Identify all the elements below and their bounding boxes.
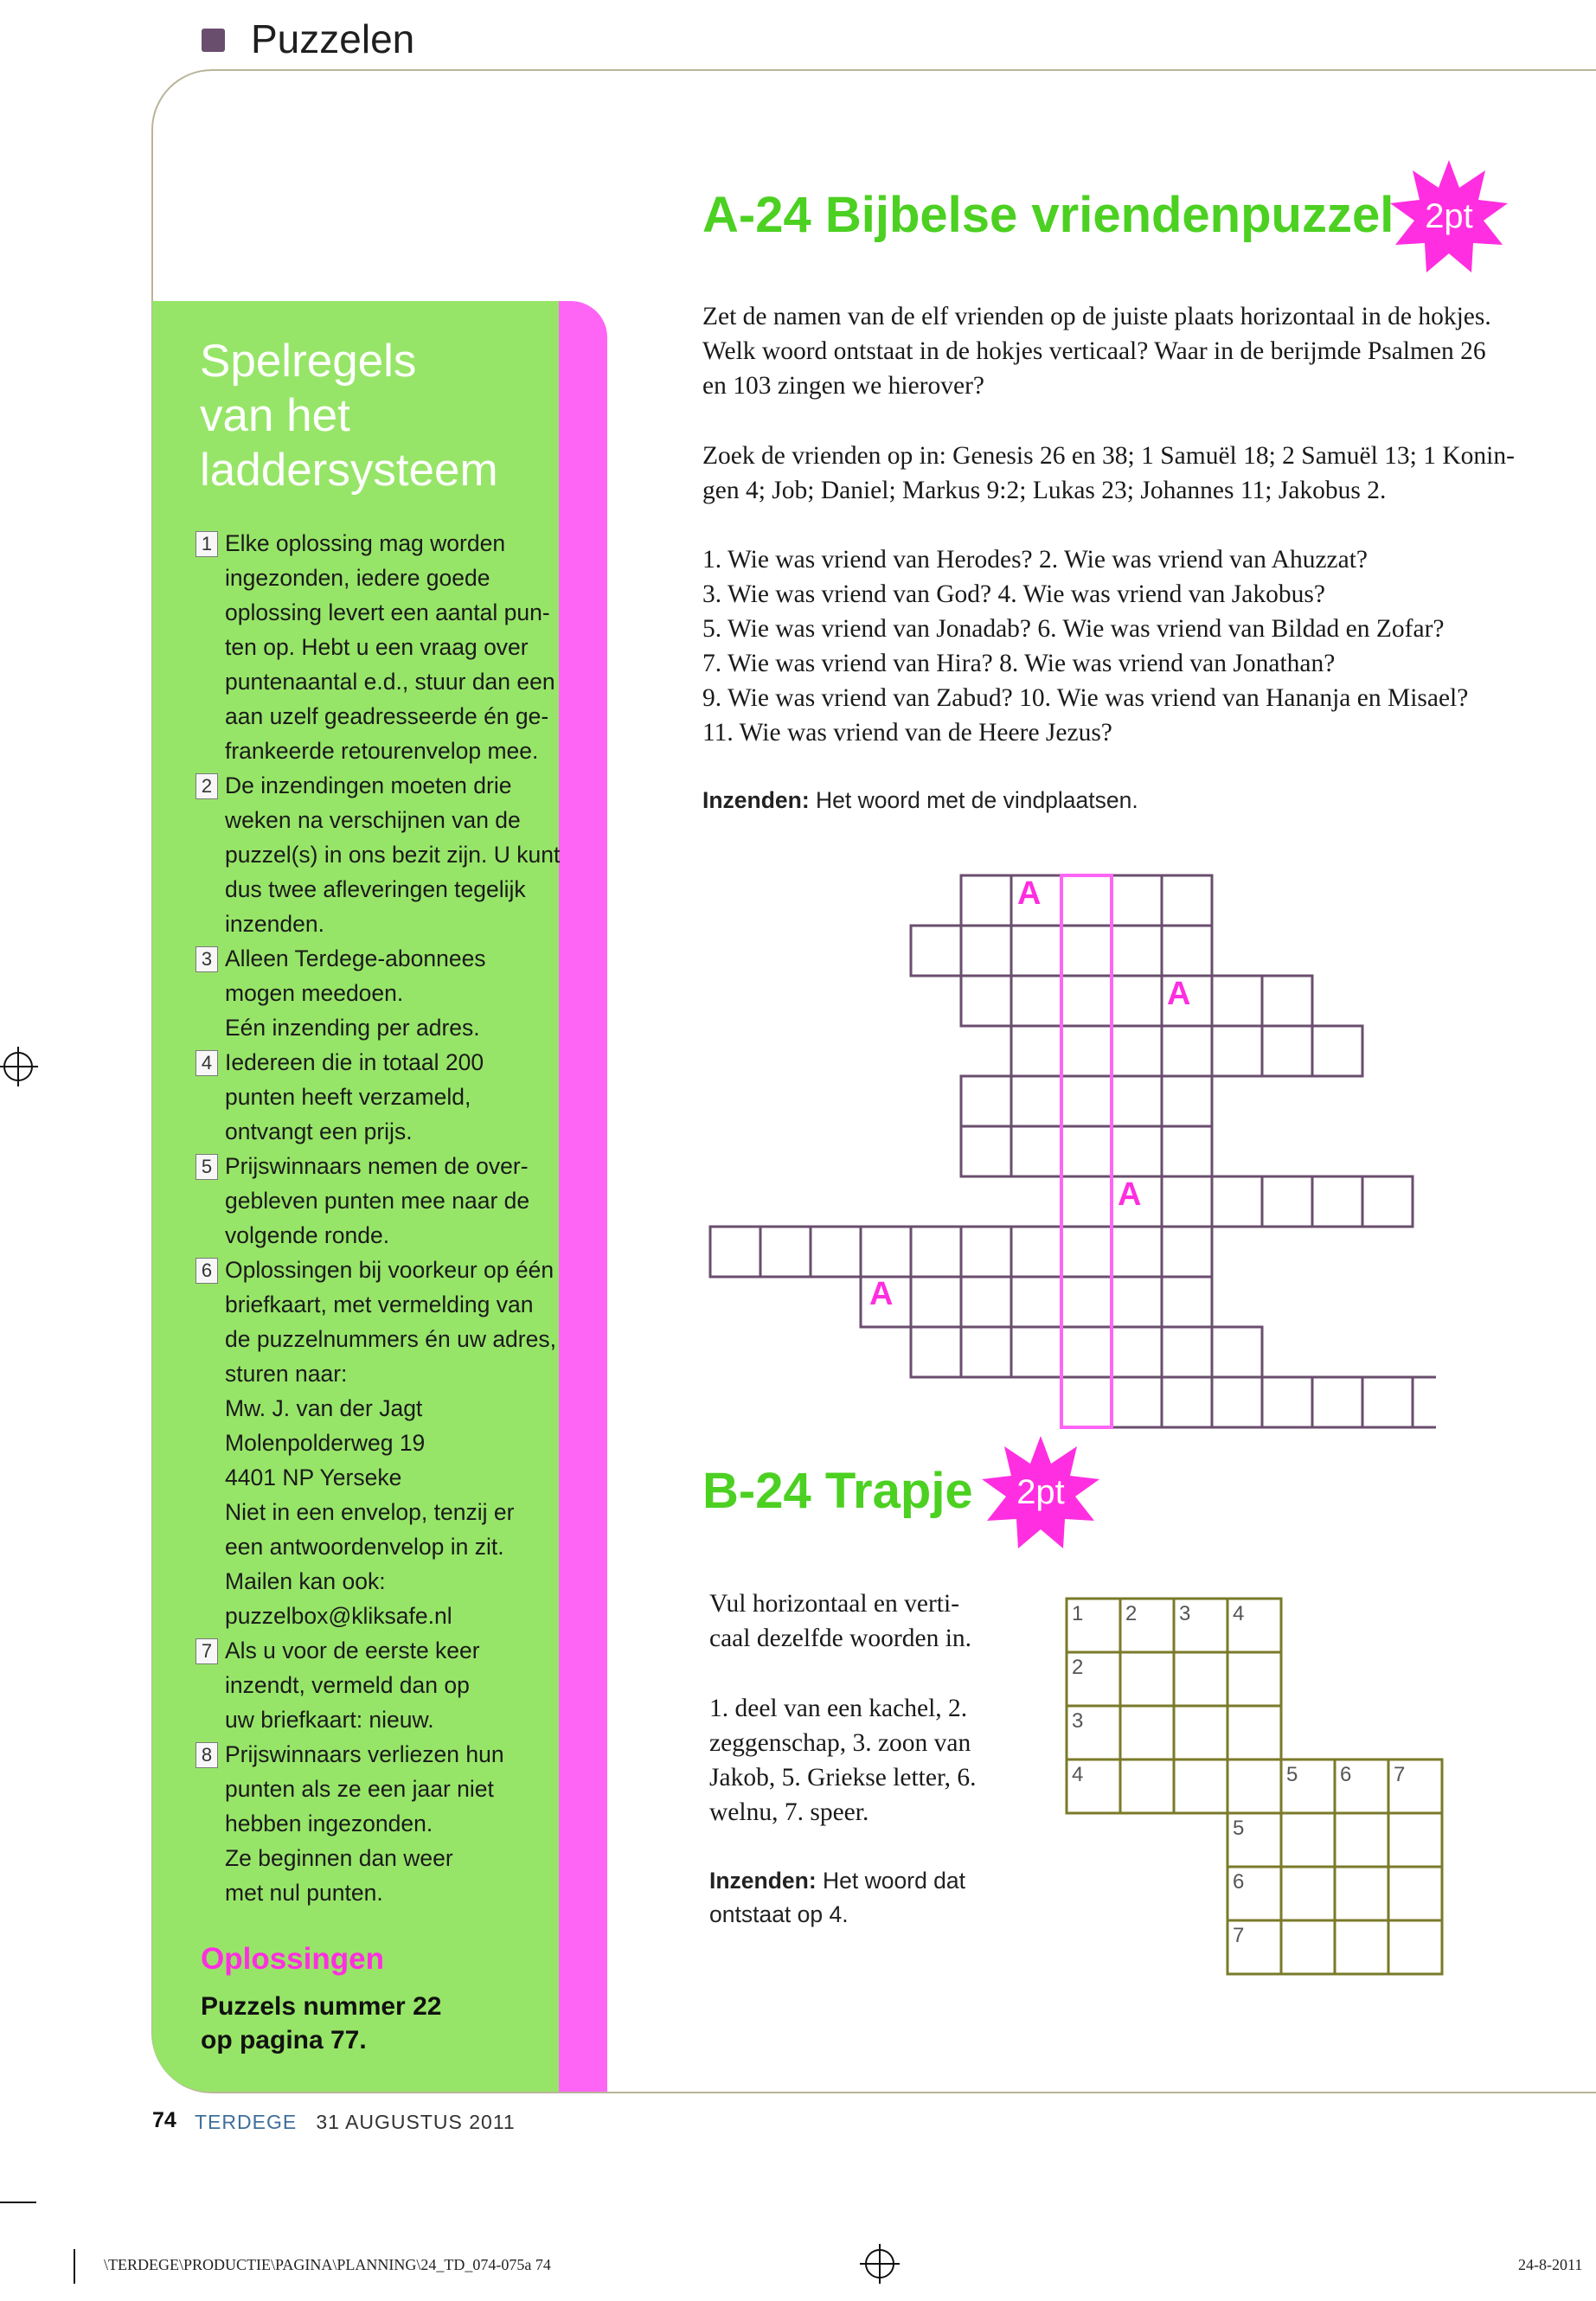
sidebar-title-line: laddersysteem bbox=[200, 445, 498, 496]
crossword-a-grid[interactable] bbox=[692, 865, 1436, 1436]
crossword-cell[interactable] bbox=[1162, 1327, 1212, 1377]
crossword-cell[interactable] bbox=[1162, 1176, 1212, 1227]
crossword-cell[interactable] bbox=[1061, 976, 1112, 1026]
given-letter: A bbox=[1167, 976, 1191, 1012]
cell-number: 3 bbox=[1072, 1709, 1084, 1733]
intro-line: Zet de namen van de elf vrienden op de juiste plaats horizontaal in de hokjes. bbox=[702, 303, 1491, 330]
crossword-cell[interactable] bbox=[1011, 1227, 1061, 1277]
crossword-cell[interactable] bbox=[1112, 1026, 1162, 1076]
solutions-line: op pagina 77. bbox=[201, 2026, 367, 2054]
rule-number: 4 bbox=[195, 1050, 218, 1076]
rule-number: 8 bbox=[195, 1742, 218, 1768]
rule-line: aan uzelf geadresseerde én ge- bbox=[225, 703, 549, 729]
intro-line: Vul horizontaal en verti- bbox=[709, 1590, 960, 1618]
crossword-cell[interactable] bbox=[1162, 926, 1212, 976]
trapje-cell[interactable] bbox=[1281, 1920, 1335, 1974]
crossword-cell[interactable] bbox=[1112, 1277, 1162, 1327]
crossword-cell[interactable] bbox=[1162, 1377, 1212, 1427]
crossword-cell[interactable] bbox=[1212, 1026, 1262, 1076]
crossword-cell[interactable] bbox=[1262, 1026, 1312, 1076]
solution-column bbox=[1061, 875, 1112, 1427]
rule-1 bbox=[195, 526, 593, 768]
crop-mark bbox=[0, 2202, 36, 2203]
crossword-cell[interactable] bbox=[961, 1277, 1011, 1327]
trapje-cell[interactable] bbox=[1120, 1759, 1174, 1813]
puzzle-b-title: B-24 Trapje bbox=[702, 1463, 973, 1519]
refs-line: gen 4; Job; Daniel; Markus 9:2; Lukas 23; Johannes 11; Jakobus 2. bbox=[702, 477, 1387, 504]
crossword-cell[interactable] bbox=[911, 1327, 961, 1377]
crossword-cell[interactable] bbox=[1112, 926, 1162, 976]
registration-mark-icon bbox=[3, 1052, 33, 1081]
trapje-cell[interactable] bbox=[1388, 1920, 1442, 1974]
rule-line: een antwoordenvelop in zit. bbox=[225, 1534, 504, 1560]
crossword-cell[interactable] bbox=[1011, 1076, 1061, 1126]
crossword-cell[interactable] bbox=[1061, 1126, 1112, 1176]
crossword-cell[interactable] bbox=[1212, 1377, 1262, 1427]
rule-line: dus twee afleveringen tegelijk bbox=[225, 876, 526, 902]
cell-number: 5 bbox=[1233, 1817, 1245, 1840]
rule-line: hebben ingezonden. bbox=[225, 1811, 433, 1836]
rule-4 bbox=[195, 1045, 593, 1149]
puzzle-a-title: A-24 Bijbelse vriendenpuzzel bbox=[702, 187, 1394, 243]
cell-number: 6 bbox=[1233, 1870, 1245, 1894]
crossword-cell[interactable] bbox=[1061, 1076, 1112, 1126]
crossword-cell[interactable] bbox=[1112, 1327, 1162, 1377]
cell-number: 7 bbox=[1233, 1924, 1245, 1947]
solutions-title: Oplossingen bbox=[201, 1942, 384, 1976]
submit-text: Het woord dat bbox=[823, 1868, 966, 1894]
trapje-cell[interactable] bbox=[1335, 1867, 1388, 1920]
crossword-cell[interactable] bbox=[1011, 926, 1061, 976]
crossword-cell[interactable] bbox=[1362, 1176, 1413, 1227]
solutions-line: Puzzels nummer 22 bbox=[201, 1992, 442, 2021]
crossword-cell[interactable] bbox=[1162, 1076, 1212, 1126]
trapje-cell[interactable] bbox=[1227, 1652, 1281, 1706]
rule-line: Niet in een envelop, tenzij er bbox=[225, 1499, 515, 1525]
crossword-cell[interactable] bbox=[1162, 1277, 1212, 1327]
rule-line: ten op. Hebt u een vraag over bbox=[225, 634, 529, 660]
cell-number: 3 bbox=[1179, 1602, 1191, 1625]
rule-line: Molenpolderweg 19 bbox=[225, 1430, 426, 1456]
question-line: 1. Wie was vriend van Herodes? 2. Wie was vriend van Ahuzzat? bbox=[702, 546, 1368, 574]
rule-line: Iedereen die in totaal 200 bbox=[225, 1049, 484, 1075]
crossword-cell[interactable] bbox=[961, 1126, 1011, 1176]
crossword-cell[interactable] bbox=[1312, 1026, 1362, 1076]
crossword-cell[interactable] bbox=[1112, 1227, 1162, 1277]
crop-mark bbox=[74, 2249, 75, 2284]
submit-text: Het woord met de vindplaatsen. bbox=[816, 787, 1138, 813]
rule-number: 1 bbox=[195, 531, 218, 557]
rule-6 bbox=[195, 1253, 593, 1633]
magazine-name: TERDEGE bbox=[195, 2111, 298, 2133]
rule-8 bbox=[195, 1737, 593, 1910]
puzzle-a-points: 2pt bbox=[1425, 197, 1473, 235]
crossword-cell[interactable] bbox=[911, 1227, 961, 1277]
rule-line: ontvangt een prijs. bbox=[225, 1118, 413, 1144]
given-letter: A bbox=[869, 1276, 894, 1312]
submit-label: Inzenden: bbox=[709, 1868, 817, 1894]
trapje-grid[interactable] bbox=[1064, 1596, 1453, 1985]
rule-line: puntenaantal e.d., stuur dan een bbox=[225, 669, 555, 695]
rule-number: 7 bbox=[195, 1638, 218, 1664]
crossword-cell[interactable] bbox=[961, 926, 1011, 976]
rule-line: Ze beginnen dan weer bbox=[225, 1845, 453, 1871]
rule-line: Prijswinnaars nemen de over- bbox=[225, 1153, 529, 1179]
clue-line: welnu, 7. speer. bbox=[709, 1798, 869, 1826]
rule-5 bbox=[195, 1149, 593, 1253]
trapje-cell[interactable] bbox=[1120, 1706, 1174, 1759]
question-line: 7. Wie was vriend van Hira? 8. Wie was vriend van Jonathan? bbox=[702, 650, 1336, 677]
crossword-cell[interactable] bbox=[1061, 1327, 1112, 1377]
crossword-cell[interactable] bbox=[1162, 875, 1212, 926]
cell-number: 4 bbox=[1072, 1763, 1084, 1786]
crossword-cell[interactable] bbox=[1212, 1176, 1262, 1227]
crossword-cell[interactable] bbox=[1061, 875, 1112, 926]
crossword-cell[interactable] bbox=[1112, 976, 1162, 1026]
cell-number: 2 bbox=[1072, 1656, 1084, 1679]
crossword-cell[interactable] bbox=[760, 1227, 811, 1277]
rule-2 bbox=[195, 768, 593, 941]
crossword-cell[interactable] bbox=[1362, 1377, 1413, 1427]
rule-line: Alleen Terdege-abonnees bbox=[225, 945, 486, 971]
crossword-cell[interactable] bbox=[1112, 1377, 1162, 1427]
trapje-cell[interactable] bbox=[1335, 1920, 1388, 1974]
clue-line: Jakob, 5. Griekse letter, 6. bbox=[709, 1764, 977, 1791]
rule-line: gebleven punten mee naar de bbox=[225, 1188, 530, 1214]
rule-line: Prijswinnaars verliezen hun bbox=[225, 1741, 504, 1767]
rule-line: Mw. J. van der Jagt bbox=[225, 1395, 423, 1421]
trapje-cell[interactable] bbox=[1174, 1706, 1227, 1759]
crossword-cell[interactable] bbox=[1011, 1026, 1061, 1076]
rule-line: oplossing levert een aantal pun- bbox=[225, 599, 550, 625]
rule-number: 5 bbox=[195, 1154, 218, 1180]
crossword-cell[interactable] bbox=[1061, 926, 1112, 976]
trapje-cell[interactable] bbox=[1174, 1652, 1227, 1706]
clue-line: zeggenschap, 3. zoon van bbox=[709, 1729, 971, 1757]
crossword-cell[interactable] bbox=[1011, 1126, 1061, 1176]
rule-number: 3 bbox=[195, 946, 218, 972]
trapje-cell[interactable] bbox=[1227, 1706, 1281, 1759]
crossword-cell[interactable] bbox=[1312, 1176, 1362, 1227]
rule-line: Mailen kan ook: bbox=[225, 1568, 386, 1594]
question-line: 5. Wie was vriend van Jonadab? 6. Wie was vriend van Bildad en Zofar? bbox=[702, 615, 1445, 643]
trapje-cell[interactable] bbox=[1174, 1759, 1227, 1813]
trapje-cell[interactable] bbox=[1388, 1867, 1442, 1920]
intro-line: Welk woord ontstaat in de hokjes verticaal? Waar in de berijmde Psalmen 26 bbox=[702, 337, 1486, 365]
crossword-cell[interactable] bbox=[861, 1227, 911, 1277]
crossword-cell[interactable] bbox=[911, 1277, 961, 1327]
puzzle-a-submit bbox=[702, 784, 1138, 817]
registration-mark-icon bbox=[865, 2249, 894, 2279]
crossword-cell[interactable] bbox=[1312, 1377, 1362, 1427]
question-line: 3. Wie was vriend van God? 4. Wie was vriend van Jakobus? bbox=[702, 580, 1325, 608]
rule-line: Oplossingen bij voorkeur op één bbox=[225, 1257, 554, 1283]
crossword-cell[interactable] bbox=[1262, 1176, 1312, 1227]
rule-3 bbox=[195, 941, 593, 1045]
rule-line: weken na verschijnen van de bbox=[225, 807, 521, 833]
crossword-cell[interactable] bbox=[911, 926, 961, 976]
page-number: 74 bbox=[152, 2108, 176, 2132]
rule-line: volgende ronde. bbox=[225, 1222, 390, 1248]
crossword-cell[interactable] bbox=[1061, 1026, 1112, 1076]
rule-line: Elke oplossing mag worden bbox=[225, 530, 506, 556]
sidebar-title-line: Spelregels bbox=[200, 336, 417, 387]
solutions-reference bbox=[201, 1990, 441, 2057]
rule-line: frankeerde retourenvelop mee. bbox=[225, 738, 539, 764]
crossword-cell[interactable] bbox=[1162, 1227, 1212, 1277]
trapje-cell[interactable] bbox=[1120, 1652, 1174, 1706]
question-line: 9. Wie was vriend van Zabud? 10. Wie was vriend van Hananja en Misael? bbox=[702, 684, 1469, 712]
crossword-cell[interactable] bbox=[961, 1327, 1011, 1377]
trapje-cell[interactable] bbox=[1388, 1813, 1442, 1867]
rule-line: met nul punten. bbox=[225, 1880, 383, 1906]
crossword-cell[interactable] bbox=[1112, 1076, 1162, 1126]
rule-line: Eén inzending per adres. bbox=[225, 1015, 480, 1041]
rule-number: 2 bbox=[195, 773, 218, 799]
cell-number: 5 bbox=[1286, 1763, 1298, 1786]
clue-line: 1. deel van een kachel, 2. bbox=[709, 1695, 968, 1722]
crossword-cell[interactable] bbox=[1212, 976, 1262, 1026]
crossword-cell[interactable] bbox=[1212, 1327, 1262, 1377]
rule-line: ingezonden, iedere goede bbox=[225, 565, 490, 591]
trapje-cell[interactable] bbox=[1281, 1813, 1335, 1867]
crossword-cell[interactable] bbox=[1011, 1327, 1061, 1377]
crossword-cell[interactable] bbox=[1413, 1377, 1436, 1427]
rule-line: punten als ze een jaar niet bbox=[225, 1776, 494, 1802]
section-marker-icon bbox=[202, 29, 225, 52]
sidebar-title-line: van het bbox=[200, 390, 350, 441]
puzzle-b-clues bbox=[709, 1691, 1021, 1830]
cell-number: 1 bbox=[1072, 1602, 1084, 1625]
crossword-cell[interactable] bbox=[1112, 1126, 1162, 1176]
crossword-cell[interactable] bbox=[811, 1227, 861, 1277]
submit-text: ontstaat op 4. bbox=[709, 1901, 849, 1927]
rule-line: sturen naar: bbox=[225, 1361, 348, 1387]
crossword-cell[interactable] bbox=[1061, 1377, 1112, 1427]
intro-line: caal dezelfde woorden in. bbox=[709, 1625, 972, 1652]
puzzle-a-references bbox=[702, 439, 1567, 508]
trapje-cell[interactable] bbox=[1281, 1867, 1335, 1920]
crossword-cell[interactable] bbox=[1162, 1026, 1212, 1076]
crossword-cell[interactable] bbox=[710, 1227, 760, 1277]
cell-number: 7 bbox=[1394, 1763, 1406, 1786]
rule-line: 4401 NP Yerseke bbox=[225, 1465, 402, 1490]
rule-line: uw briefkaart: nieuw. bbox=[225, 1707, 434, 1733]
rule-line: punten heeft verzameld, bbox=[225, 1084, 471, 1110]
issue-date: 31 AUGUSTUS 2011 bbox=[316, 2111, 516, 2133]
rules-list bbox=[195, 526, 593, 1910]
rule-line: Als u voor de eerste keer bbox=[225, 1638, 480, 1663]
rule-number: 6 bbox=[195, 1258, 218, 1284]
crossword-cell[interactable] bbox=[1112, 875, 1162, 926]
email-link[interactable]: puzzelbox@kliksafe.nl bbox=[225, 1603, 452, 1629]
section-title: Puzzelen bbox=[251, 16, 415, 61]
rule-line: puzzel(s) in ons bezit zijn. U kunt bbox=[225, 842, 561, 868]
crossword-cell[interactable] bbox=[961, 875, 1011, 926]
crossword-cell[interactable] bbox=[1011, 976, 1061, 1026]
given-letter: A bbox=[1017, 875, 1042, 912]
crossword-cell[interactable] bbox=[1061, 1227, 1112, 1277]
sidebar-title bbox=[200, 334, 563, 497]
crossword-cell[interactable] bbox=[961, 976, 1011, 1026]
trapje-cell[interactable] bbox=[1335, 1813, 1388, 1867]
trapje-cell[interactable] bbox=[1227, 1759, 1281, 1813]
given-letter: A bbox=[1118, 1176, 1142, 1213]
cell-number: 4 bbox=[1233, 1602, 1245, 1625]
cell-number: 2 bbox=[1125, 1602, 1138, 1625]
puzzle-b-submit bbox=[709, 1864, 1021, 1932]
cell-number: 6 bbox=[1340, 1763, 1352, 1786]
slug-date: 24-8-2011 bbox=[1518, 2256, 1583, 2273]
intro-line: en 103 zingen we hierover? bbox=[702, 372, 984, 400]
slug-path: \TERDEGE\PRODUCTIE\PAGINA\PLANNING\24_TD_074-075a 74 bbox=[104, 2256, 551, 2273]
crossword-cell[interactable] bbox=[1061, 1277, 1112, 1327]
rule-line: inzendt, vermeld dan op bbox=[225, 1672, 470, 1698]
submit-label: Inzenden: bbox=[702, 787, 810, 813]
crossword-cell[interactable] bbox=[1162, 1126, 1212, 1176]
rule-line: inzenden. bbox=[225, 911, 324, 937]
rule-7 bbox=[195, 1633, 593, 1737]
rule-line: mogen meedoen. bbox=[225, 980, 404, 1006]
puzzle-b-intro bbox=[709, 1586, 1021, 1656]
crossword-cell[interactable] bbox=[961, 1227, 1011, 1277]
question-line: 11. Wie was vriend van de Heere Jezus? bbox=[702, 719, 1112, 747]
crossword-cell[interactable] bbox=[1262, 1377, 1312, 1427]
puzzle-b-points: 2pt bbox=[1016, 1473, 1065, 1511]
puzzle-a-intro bbox=[702, 299, 1567, 403]
footer-issue bbox=[195, 2111, 516, 2134]
crossword-cell[interactable] bbox=[961, 1076, 1011, 1126]
rule-line: De inzendingen moeten drie bbox=[225, 772, 512, 798]
crossword-cell[interactable] bbox=[1262, 976, 1312, 1026]
rule-line: de puzzelnummers én uw adres, bbox=[225, 1326, 556, 1352]
refs-line: Zoek de vrienden op in: Genesis 26 en 38; 1 Samuël 18; 2 Samuël 13; 1 Konin- bbox=[702, 442, 1515, 470]
rule-line: briefkaart, met vermelding van bbox=[225, 1292, 534, 1317]
crossword-cell[interactable] bbox=[1011, 1277, 1061, 1327]
puzzle-a-questions bbox=[702, 542, 1567, 750]
